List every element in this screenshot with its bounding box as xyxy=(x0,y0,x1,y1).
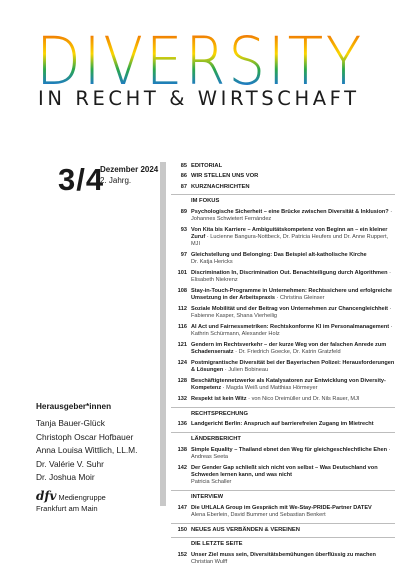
toc-page: 116 xyxy=(177,323,187,330)
toc-page: 97 xyxy=(180,251,187,258)
toc-page: 128 xyxy=(177,377,187,384)
toc-article-authors: Kathrin Schürmann, Alexander Holz xyxy=(191,331,280,338)
toc-article-authors: Christian Wulff xyxy=(191,558,228,565)
toc-page: 124 xyxy=(177,359,187,366)
toc-article[interactable]: 116 AI Act und Fairnessmetriken: Rechtskonforme KI im Personalmanagement · Kathrin Schürmann, Alexander Holz xyxy=(171,324,395,338)
toc-article-authors: Christina Gleinser xyxy=(280,295,325,302)
toc-heading-rechtsprechung: RECHTSPRECHUNG xyxy=(191,410,249,417)
toc-article-title: Unser Ziel muss sein, Diversitätsbemühungen überflüssig zu machen xyxy=(191,551,376,558)
toc-article-authors: Dr. Katja Hericks xyxy=(191,259,233,266)
toc-page: 112 xyxy=(177,305,187,312)
toc-article-title: Psychologische Sicherheit – eine Brücke zwischen Diversität & Inklusion? xyxy=(191,208,389,215)
divider-bar xyxy=(160,162,166,506)
toc-article-authors: Patricia Schaller xyxy=(191,479,232,486)
toc-article[interactable]: 108 Stay-in-Touch-Programme in Unternehmen: Rechtssichere und erfolgreiche Umsetzung in der Arbeitspraxis · Christina Gleinser xyxy=(171,288,395,302)
toc-article-title: Discrimination In, Discrimination Out. Benachteiligung durch Algorithmen xyxy=(191,269,388,276)
table-of-contents xyxy=(171,163,395,566)
toc-article-authors: Johannes Schwietert Fernández xyxy=(191,215,272,222)
toc-page: 93 xyxy=(180,226,187,233)
toc-article[interactable] xyxy=(171,252,395,266)
toc-article-title: Landgericht Berlin: Anspruch auf barrierefreien Zugang im Mietrecht xyxy=(191,421,374,428)
diversity-logo-graphic xyxy=(36,28,366,88)
toc-article-title: Beschäftigtennetzwerke als Katalysatoren zur Entwicklung von Diversity-Kompetenz xyxy=(191,377,386,392)
toc-article-authors: Elisabeth Niekrenz xyxy=(191,277,238,284)
toc-article-authors: Alena Eberlein, David Bummer und Sebastian Benkert xyxy=(191,511,326,518)
logo-wordmark: DIVERSITY xyxy=(36,28,364,88)
diversity-logo xyxy=(36,28,366,88)
toc-article[interactable] xyxy=(171,552,395,566)
toc-page: 89 xyxy=(180,208,187,215)
editor-name: Anna Louisa Wittlich, LL.M. xyxy=(36,445,138,456)
toc-page: 121 xyxy=(177,341,187,348)
issue-date: Dezember 2024 xyxy=(100,165,159,174)
issue-year: 2. Jahrg. xyxy=(100,176,132,185)
toc-heading-letzte-seite: DIE LETZTE SEITE xyxy=(191,540,243,547)
toc-rule xyxy=(171,523,395,524)
toc-article[interactable]: 128 Beschäftigtennetzwerke als Katalysatoren zur Entwicklung von Diversity-Kompetenz · Magda Weiß und Matthias Hörmeyer xyxy=(171,378,395,392)
toc-section-title: EDITORIAL xyxy=(191,163,223,169)
toc-article[interactable]: 93 Von Kita bis Karriere – Ambiguitätskompetenz von Beginn an – ein kleiner Zuruf · Lucienne Bangura-Nottbeck, Dr. Patricia Heufers und Dr. Anne Ruppert, MJI xyxy=(171,227,395,249)
toc-page: 132 xyxy=(177,395,187,402)
toc-section-title: KURZNACHRICHTEN xyxy=(191,183,250,190)
toc-page: 86 xyxy=(180,173,187,180)
toc-page: 85 xyxy=(180,163,187,169)
toc-article[interactable]: 89 Psychologische Sicherheit – eine Brücke zwischen Diversität & Inklusion? · Johannes Schwietert Fernández xyxy=(171,209,395,223)
toc-heading-interview: INTERVIEW xyxy=(191,493,224,500)
toc-rule xyxy=(171,537,395,538)
toc-page: 147 xyxy=(177,504,187,511)
toc-page: 108 xyxy=(177,287,187,294)
toc-article[interactable]: 124 Postmigrantische Diversität bei der Bayerischen Polizei: Herausforderungen & Lösungen · Julien Bobineau xyxy=(171,360,395,374)
toc-article-title: Gendern im Rechtsverkehr – der kurze Weg von der falschen Anrede zum Schadensersatz xyxy=(191,341,387,356)
toc-heading-im-fokus: IM FOKUS xyxy=(191,198,220,205)
toc-article[interactable]: 138 Simple Equality – Thailand ebnet den Weg für gleichgeschlechtliche Ehen · Andreas Seeta xyxy=(171,447,395,461)
toc-article-title: Der Gender Gap schließt sich nicht von selbst – Was Deutschland von Schweden lernen kann, und was nicht xyxy=(191,464,378,478)
toc-page: 142 xyxy=(177,464,187,471)
editor-name: Christoph Oscar Hofbauer xyxy=(36,431,134,442)
toc-article[interactable]: 112 Soziale Mobilität und der Beitrag von Unternehmen zur Chancengleichheit · Fabienne Kasper, Shana Vierheilig xyxy=(171,306,395,320)
toc-article-title: AI Act und Fairnessmetriken: Rechtskonforme KI im Personalmanagement xyxy=(191,323,390,330)
toc-article-authors: Magda Weiß und Matthias Hörmeyer xyxy=(226,385,318,392)
publisher-logo: dfv xyxy=(36,489,57,503)
toc-rule xyxy=(171,432,395,433)
toc-article-title: Stay-in-Touch-Programme in Unternehmen: Rechtssichere und erfolgreiche Umsetzung in der Arbeitspraxis xyxy=(191,287,392,302)
toc-article-title: Gleichstellung und Belonging: Das Beispiel alt-katholische Kirche xyxy=(191,251,367,258)
editor-name: Tanja Bauer-Glück xyxy=(36,418,105,428)
publisher-block xyxy=(36,490,156,513)
magazine-subtitle: IN RECHT & WIRTSCHAFT xyxy=(38,87,360,110)
toc-rule xyxy=(171,407,395,408)
editors-block xyxy=(36,402,154,485)
toc-article-authors: Fabienne Kasper, Shana Vierheilig xyxy=(191,313,278,320)
toc-rule xyxy=(171,490,395,491)
toc-section[interactable] xyxy=(171,173,395,180)
issue-number: 3/4 xyxy=(58,162,105,197)
editors-heading: Herausgeber*innen xyxy=(36,402,112,411)
toc-article-authors: Julien Bobineau xyxy=(228,367,269,374)
toc-article-title: Postmigrantische Diversität bei der Bayerischen Polizei: Herausforderungen & Lösungen xyxy=(191,359,395,374)
toc-section[interactable] xyxy=(171,163,395,170)
toc-article-title: Soziale Mobilität und der Beitrag von Unternehmen zur Chancengleichheit xyxy=(191,305,389,312)
toc-article[interactable] xyxy=(171,421,395,428)
toc-article[interactable]: 132 Respekt ist kein Witz · von Nico Dreimüller und Dr. Nils Rauer, MJI xyxy=(171,396,395,403)
toc-section[interactable] xyxy=(171,527,395,534)
toc-article[interactable]: 121 Gendern im Rechtsverkehr – der kurze Weg von der falschen Anrede zum Schadensersatz · Dr. Friedrich Goecke, Dr. Katrin Gratzfeld xyxy=(171,342,395,356)
toc-section-title: WIR STELLEN UNS VOR xyxy=(191,173,259,180)
toc-article-authors: Lucienne Bangura-Nottbeck, Dr. Patricia Heufers und Dr. Anne Ruppert, MJI xyxy=(191,233,389,248)
toc-article-authors: Andreas Seeta xyxy=(191,453,229,460)
toc-article-authors: von Nico Dreimüller und Dr. Nils Rauer, MJI xyxy=(251,395,360,402)
toc-page: 87 xyxy=(180,183,187,190)
toc-page: 136 xyxy=(177,421,187,428)
toc-article[interactable]: 101 Discrimination In, Discrimination Out. Benachteiligung durch Algorithmen · Elisabeth Niekrenz xyxy=(171,270,395,284)
toc-article-title: Simple Equality – Thailand ebnet den Weg für gleichgeschlechtliche Ehen xyxy=(191,446,388,453)
toc-page: 150 xyxy=(177,526,187,533)
toc-page: 101 xyxy=(177,269,187,276)
toc-article-authors: Dr. Friedrich Goecke, Dr. Katrin Gratzfeld xyxy=(238,349,341,356)
toc-article-title: Die UHLALA Group im Gespräch mit We-Stay-PRIDE-Partner DATEV xyxy=(191,504,372,511)
publisher-city: Frankfurt am Main xyxy=(36,504,98,513)
toc-page: 152 xyxy=(177,551,187,558)
publisher-group: Mediengruppe xyxy=(58,493,106,502)
toc-article-title: Respekt ist kein Witz xyxy=(191,395,247,402)
toc-section-title: NEUES AUS VERBÄNDEN & VEREINEN xyxy=(191,526,300,533)
editor-name: Dr. Joshua Moir xyxy=(36,472,95,483)
toc-heading-laenderbericht: LÄNDERBERICHT xyxy=(191,436,241,443)
toc-section[interactable] xyxy=(171,184,395,191)
toc-rule xyxy=(171,194,395,195)
toc-page: 138 xyxy=(177,446,187,453)
toc-article[interactable] xyxy=(171,505,395,519)
toc-article-title: Von Kita bis Karriere – Ambiguitätskompetenz von Beginn an – ein kleiner Zuruf xyxy=(191,226,388,240)
toc-article[interactable] xyxy=(171,465,395,487)
editor-name: Dr. Valérie V. Suhr xyxy=(36,458,104,469)
